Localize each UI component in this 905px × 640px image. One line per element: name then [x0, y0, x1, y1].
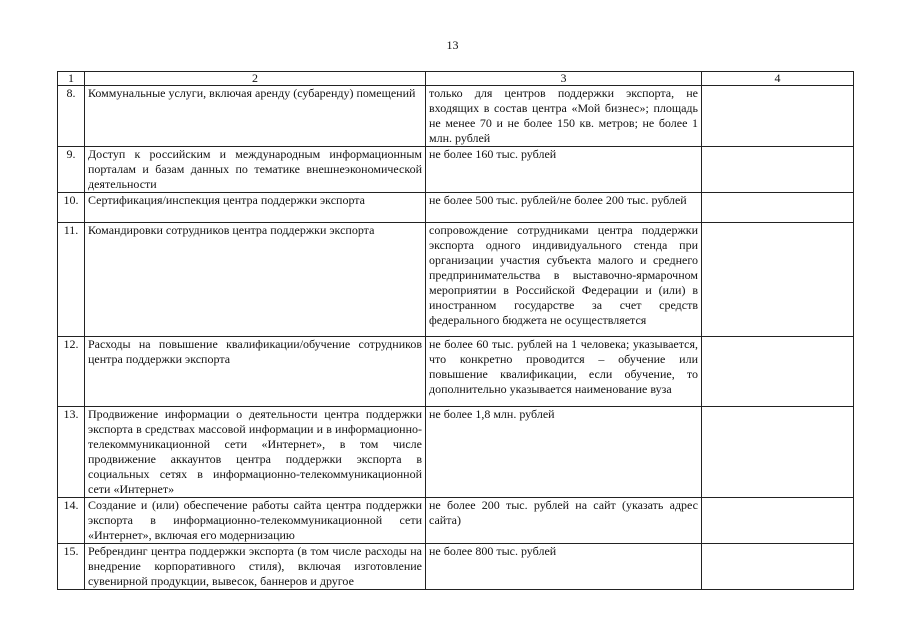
expense-condition: только для центров поддержки экспорта, не входящих в состав центра «Мой бизнес»; площадь не менее 70 и не более 150 кв. метров; не более 1 млн. рублей — [426, 86, 702, 147]
row-number: 9. — [58, 147, 85, 193]
row-number: 12. — [58, 337, 85, 407]
expense-condition: не более 500 тыс. рублей/не более 200 тыс. рублей — [426, 193, 702, 223]
table-row — [58, 337, 854, 407]
expense-item: Сертификация/инспекция центра поддержки экспорта — [85, 193, 426, 223]
table-row — [58, 407, 854, 498]
header-row — [58, 72, 854, 86]
header-col-1: 1 — [58, 72, 85, 86]
table-row — [58, 193, 854, 223]
expense-item: Ребрендинг центра поддержки экспорта (в том числе расходы на внедрение корпоративного стиля), включая изготовление сувенирной продукции, вывесок, баннеров и другое — [85, 544, 426, 590]
expense-item: Расходы на повышение квалификации/обучение сотрудников центра поддержки экспорта — [85, 337, 426, 407]
expense-condition: не более 160 тыс. рублей — [426, 147, 702, 193]
row-number: 15. — [58, 544, 85, 590]
table-row — [58, 86, 854, 147]
expense-note — [702, 147, 854, 193]
expense-condition: не более 1,8 млн. рублей — [426, 407, 702, 498]
expense-note — [702, 86, 854, 147]
expense-item: Командировки сотрудников центра поддержки экспорта — [85, 223, 426, 337]
row-number: 8. — [58, 86, 85, 147]
header-col-4: 4 — [702, 72, 854, 86]
page-number: 13 — [446, 38, 459, 52]
table-row — [58, 223, 854, 337]
table-row — [58, 498, 854, 544]
expense-item: Доступ к российским и международным информационным порталам и базам данных по тематике внешнеэкономической деятельности — [85, 147, 426, 193]
expense-condition: не более 200 тыс. рублей на сайт (указать адрес сайта) — [426, 498, 702, 544]
row-number: 13. — [58, 407, 85, 498]
header-col-3: 3 — [426, 72, 702, 86]
expense-condition: сопровождение сотрудниками центра поддержки экспорта одного индивидуального стенда при организации участия субъекта малого и среднего предпринимательства в выставочно-ярмарочном мероприятии в Российской Федерации и (или) в иностранном государстве за счет средств федерального бюджета не осуществляется — [426, 223, 702, 337]
header-col-2: 2 — [85, 72, 426, 86]
table-row — [58, 544, 854, 590]
expense-table — [57, 71, 854, 590]
expense-item: Продвижение информации о деятельности центра поддержки экспорта в средствах массовой информации и в информационно-телекоммуникационной сети «Интернет», в том числе продвижение аккаунтов центра поддержки экспорта в социальных сетях в информационно-телекоммуникационной сети «Интернет» — [85, 407, 426, 498]
row-number: 10. — [58, 193, 85, 223]
expense-note — [702, 193, 854, 223]
expense-item: Коммунальные услуги, включая аренду (субаренду) помещений — [85, 86, 426, 147]
expense-condition: не более 60 тыс. рублей на 1 человека; указывается, что конкретно проводится – обучение или повышение квалификации, если обучение, то дополнительно указывается наименование вуза — [426, 337, 702, 407]
table-row — [58, 147, 854, 193]
expense-item: Создание и (или) обеспечение работы сайта центра поддержки экспорта в информационно-телекоммуникационной сети «Интернет», включая его модернизацию — [85, 498, 426, 544]
expense-note — [702, 223, 854, 337]
row-number: 14. — [58, 498, 85, 544]
expense-note — [702, 498, 854, 544]
expense-note — [702, 407, 854, 498]
expense-note — [702, 337, 854, 407]
expense-condition: не более 800 тыс. рублей — [426, 544, 702, 590]
row-number: 11. — [58, 223, 85, 337]
expense-note — [702, 544, 854, 590]
